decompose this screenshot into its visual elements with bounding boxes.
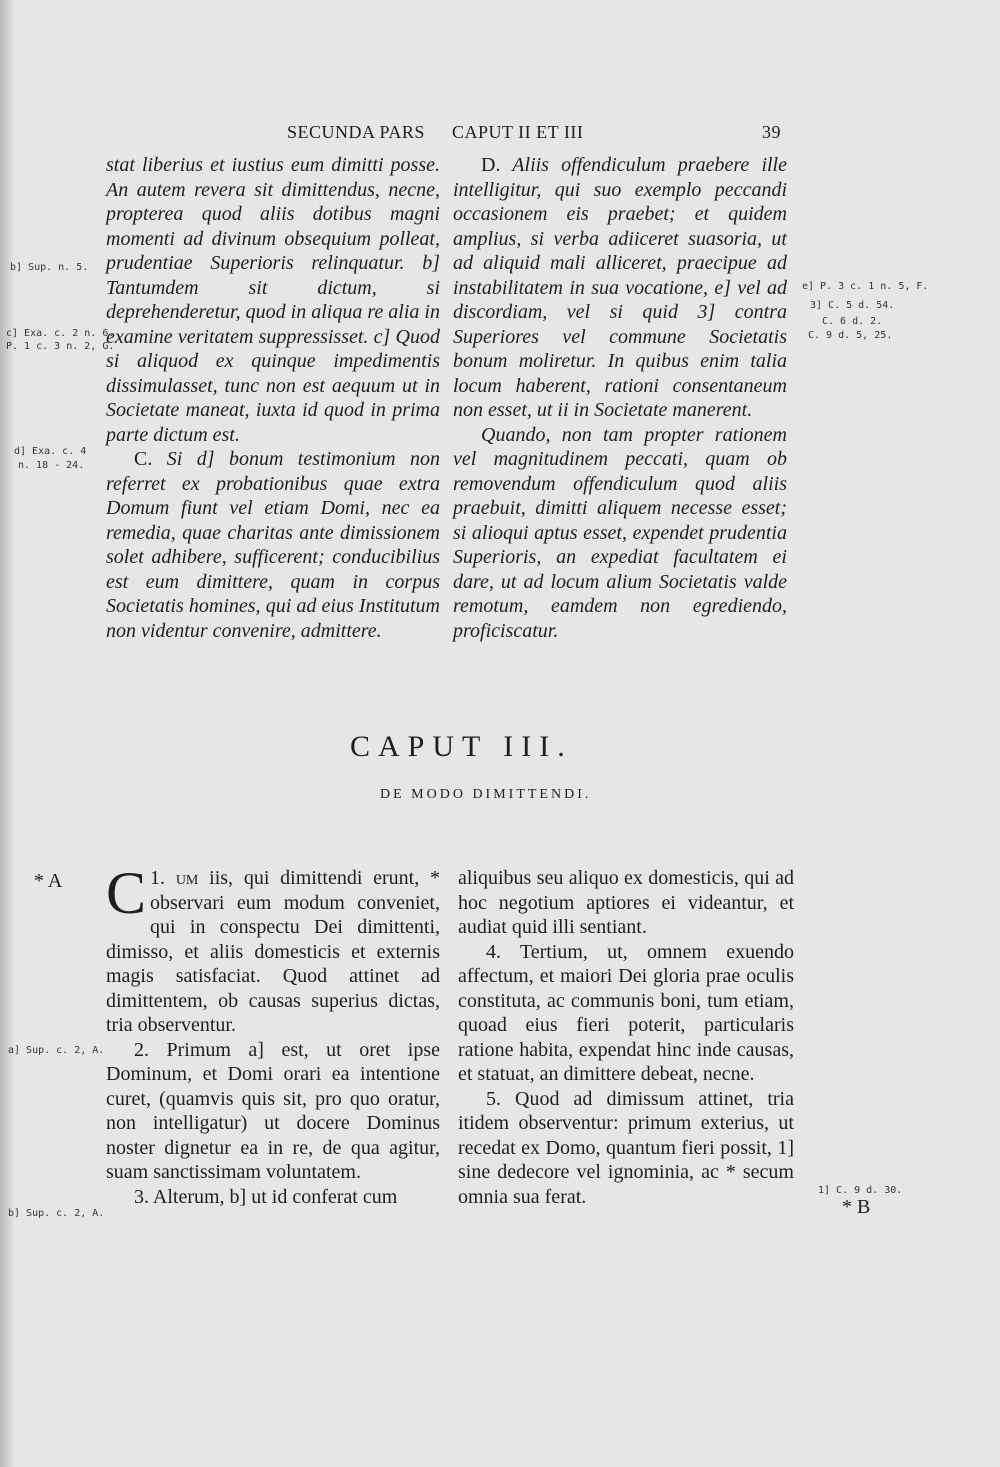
paragraph (106, 860, 441, 1038)
margin-note: d] Exa. c. 4 (14, 446, 87, 457)
paragraph-text: iis, qui dimittendi erunt, * observari eum modum conveniet, qui in conspectu Dei dimittenti, dimisso, et aliis domesticis et externis magis satisfaciat. Quod attinet ad dimittentem, ob causas superius dictas, tria observentur. (106, 867, 441, 1036)
drop-cap-smallcaps: um (175, 867, 199, 889)
margin-note: P. 1 c. 3 n. 2, G. (6, 341, 115, 352)
margin-note: b] Sup. n. 5. (10, 262, 89, 273)
margin-note: b] Sup. c. 2, A. (8, 1208, 105, 1219)
paragraph-number: 1. (150, 867, 166, 889)
paragraph: 3. Alterum, b] ut id conferat cum (134, 1185, 398, 1208)
margin-note: e] P. 3 c. 1 n. 5, F. (802, 281, 929, 292)
paragraph-letter: C. (134, 448, 153, 470)
paragraph: aliquibus seu aliquo ex domesticis, qui ad hoc negotium aptiores ei videantur, et audiat quid illi sentiant. (458, 867, 794, 938)
page-number: 39 (762, 122, 781, 142)
chapter-title: CAPUT III. (350, 730, 573, 763)
margin-note: c] Exa. c. 2 n. 6. (6, 328, 115, 339)
paragraph (453, 153, 787, 423)
margin-note: C. 6 d. 2. (822, 316, 883, 327)
right-column-top (453, 153, 787, 643)
running-header-right: CAPUT II ET III (452, 122, 584, 142)
left-column-bottom (106, 860, 441, 1209)
paragraph: 5. Quod ad dimissum attinet, tria itidem observentur: primum exterius, ut recedat ex Domo, quantum fieri possit, 1] sine dedecore vel ignominia, ac * secum omnia sua ferat. (458, 1087, 794, 1208)
paragraph-letter: D. (481, 154, 501, 176)
paragraph: Quando, non tam propter rationem vel magnitudinem peccati, quam ob removendum offendiculum quod aliis praebuit, dimitti aliquem necesse esset; si alioqui aptus esset, expendet prudentia Superioris, an expediat facultatem ei dare, ut ad locum alium Societatis valde remotum, eamdem non egrediendo, proficiscatur. (453, 423, 787, 642)
margin-note: C. 9 d. 5, 25. (808, 330, 893, 341)
margin-note: 1] C. 9 d. 30. (818, 1185, 903, 1196)
margin-star-a: * A (34, 870, 63, 892)
drop-cap: C (106, 860, 147, 926)
page-edge-shadow (0, 0, 14, 1467)
paragraph: stat liberius et iustius eum dimitti posse. An autem revera sit dimittendus, necne, propterea quod aliis dotibus magni momenti ad divinum obsequium polleat, prudentiae Superioris relinquatur. b] Tantumdem sit dictum, si deprehenderetur, quod in aliqua re alia in examine veritatem suppressisset. c] Quod si aliquod ex quinque impedimentis dissimulasset, tunc non est aequum ut in Societate maneat, iuxta id quod in prima parte dictum est. (106, 154, 440, 446)
running-header-left: SECUNDA PARS (287, 122, 425, 142)
margin-star-b: * B (842, 1196, 871, 1218)
right-column-bottom (458, 866, 794, 1209)
paragraph: 2. Primum a] est, ut oret ipse Dominum, et Domi orari ea intentione curet, (quamvis quis sit, pro quo oratur, non intelligatur) ut docere Dominus noster dignetur ea in re, de qua agitur, suam sanctissimam voluntatem. (106, 1038, 440, 1183)
margin-note: 3] C. 5 d. 54. (810, 300, 895, 311)
chapter-subtitle: DE MODO DIMITTENDI. (380, 787, 592, 802)
paragraph (106, 447, 440, 643)
margin-note: n. 18 - 24. (18, 460, 85, 471)
margin-note: a] Sup. c. 2, A. (8, 1045, 105, 1056)
paragraph-text: Aliis offendiculum praebere ille intelligitur, qui suo exemplo peccandi occasionem eis praebet; et quidem amplius, si verba adiiceret suasoria, ut ad aliquid mali alliceret, praecipue ad instabilitatem in sua vocatione, e] vel ad discordiam, vel si quid 3] contra Superiores vel commune Societatis bonum moliretur. In quibus enim talia locum haberent, rationi consentaneum non esset, ut ii in Societate manerent. (453, 154, 787, 421)
paragraph-text: Si d] bonum testimonium non referret ex probationibus quae extra Domum fiunt vel etiam Domi, nec ea remedia, quae charitas ante dimissionem solet adhibere, sufficerent; conducibilius est eum dimittere, quam in corpus Societatis homines, qui ad eius Institutum non videntur convenire, admittere. (106, 448, 440, 642)
paragraph: 4. Tertium, ut, omnem exuendo affectum, et maiori Dei gloria prae oculis constituta, ac communis boni, tum etiam, quoad eius fieri poterit, particularis ratione habita, expendat hinc inde causas, et statuat, an dimittere debeat, necne. (458, 940, 794, 1085)
left-column-top (106, 153, 440, 643)
